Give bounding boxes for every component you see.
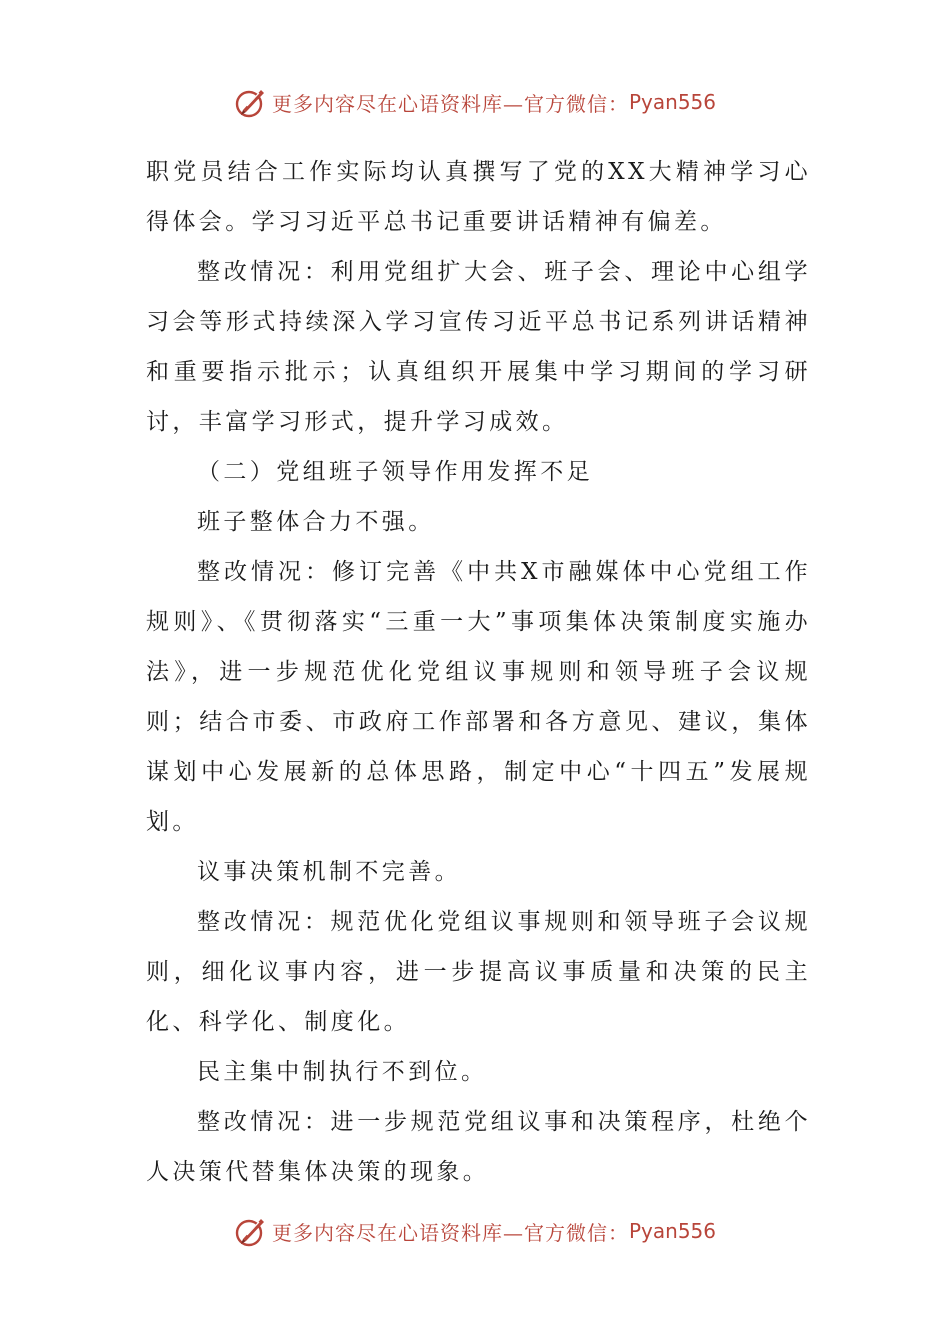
- header-site-text: 更多内容尽在心语资料库—官方微信：: [271, 91, 629, 116]
- header-wechat-id: Pyan556: [628, 90, 716, 114]
- quill-pen-circle-icon: [234, 1214, 268, 1248]
- paragraph-4: 整改情况：修订完善《中共X市融媒体中心党组工作规则》、《贯彻落实“三重一大”事项集体决策制度实施办法》，进一步规范优化党组议事规则和领导班子会议规则；结合市委、市政府工作部署和各方意见、建议，集体谋划中心发展新的总体思路，制定中心“十四五”发展规划。: [146, 559, 811, 835]
- footer-wechat-id: Pyan556: [628, 1219, 716, 1243]
- document-body: [146, 147, 811, 1197]
- paragraph-8: 整改情况：进一步规范党组议事和决策程序，杜绝个人决策代替集体决策的现象。: [146, 1109, 811, 1185]
- paragraph-6: 整改情况：规范优化党组议事规则和领导班子会议规则，细化议事内容，进一步提高议事质量和决策的民主化、科学化、制度化。: [146, 909, 811, 1035]
- section-heading: （二）党组班子领导作用发挥不足: [197, 459, 593, 485]
- paragraph-3: 班子整体合力不强。: [197, 509, 435, 535]
- footer-site-text: 更多内容尽在心语资料库—官方微信：: [271, 1220, 629, 1245]
- quill-pen-circle-icon: [234, 85, 268, 119]
- paragraph-7: 民主集中制执行不到位。: [197, 1059, 488, 1085]
- paragraph-1: 职党员结合工作实际均认真撰写了党的XX大精神学习心得体会。学习习近平总书记重要讲话精神有偏差。: [146, 159, 811, 235]
- footer-banner: [0, 1211, 950, 1251]
- paragraph-2: 整改情况：利用党组扩大会、班子会、理论中心组学习会等形式持续深入学习宣传习近平总书记系列讲话精神和重要指示批示；认真组织开展集中学习期间的学习研讨，丰富学习形式，提升学习成效。: [146, 259, 811, 435]
- paragraph-5: 议事决策机制不完善。: [197, 859, 461, 885]
- header-banner: [0, 82, 950, 122]
